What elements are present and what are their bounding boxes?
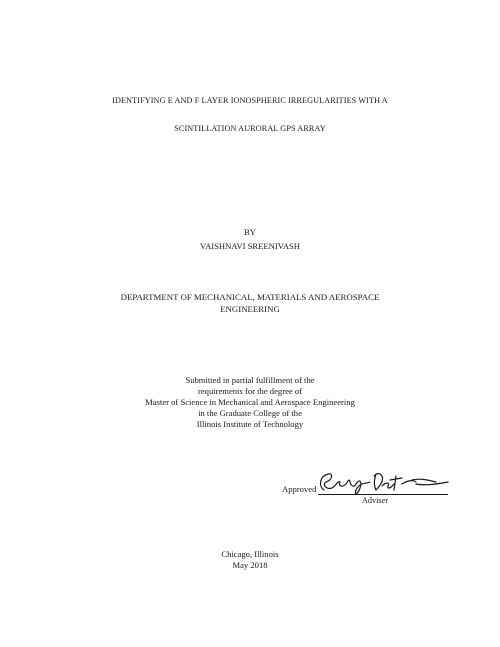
submission-line-4: in the Graduate College of the xyxy=(198,408,302,418)
by-label: BY xyxy=(244,227,256,237)
signature-line xyxy=(318,494,448,495)
submission-line-1: Submitted in partial fulfillment of the xyxy=(185,375,315,385)
approved-label: Approved xyxy=(282,484,317,494)
adviser-label: Adviser xyxy=(362,496,388,505)
date: May 2018 xyxy=(232,560,268,570)
submission-line-3: Master of Science in Mechanical and Aerospace Engineering xyxy=(145,397,355,407)
submission-line-5: Illinois Institute of Technology xyxy=(196,419,304,429)
department-line-1: DEPARTMENT OF MECHANICAL, MATERIALS AND AEROSPACE xyxy=(120,292,380,302)
thesis-title-line-2: SCINTILLATION AURORAL GPS ARRAY xyxy=(174,124,326,133)
submission-line-2: requirements for the degree of xyxy=(197,386,303,396)
location: Chicago, Illinois xyxy=(221,549,279,559)
author-name: VAISHNAVI SREENIVASH xyxy=(199,241,301,251)
department-line-2: ENGINEERING xyxy=(220,304,280,314)
approval-block xyxy=(282,474,462,514)
thesis-title-line-1: IDENTIFYING E AND F LAYER IONOSPHERIC IRREGULARITIES WITH A xyxy=(112,96,388,105)
